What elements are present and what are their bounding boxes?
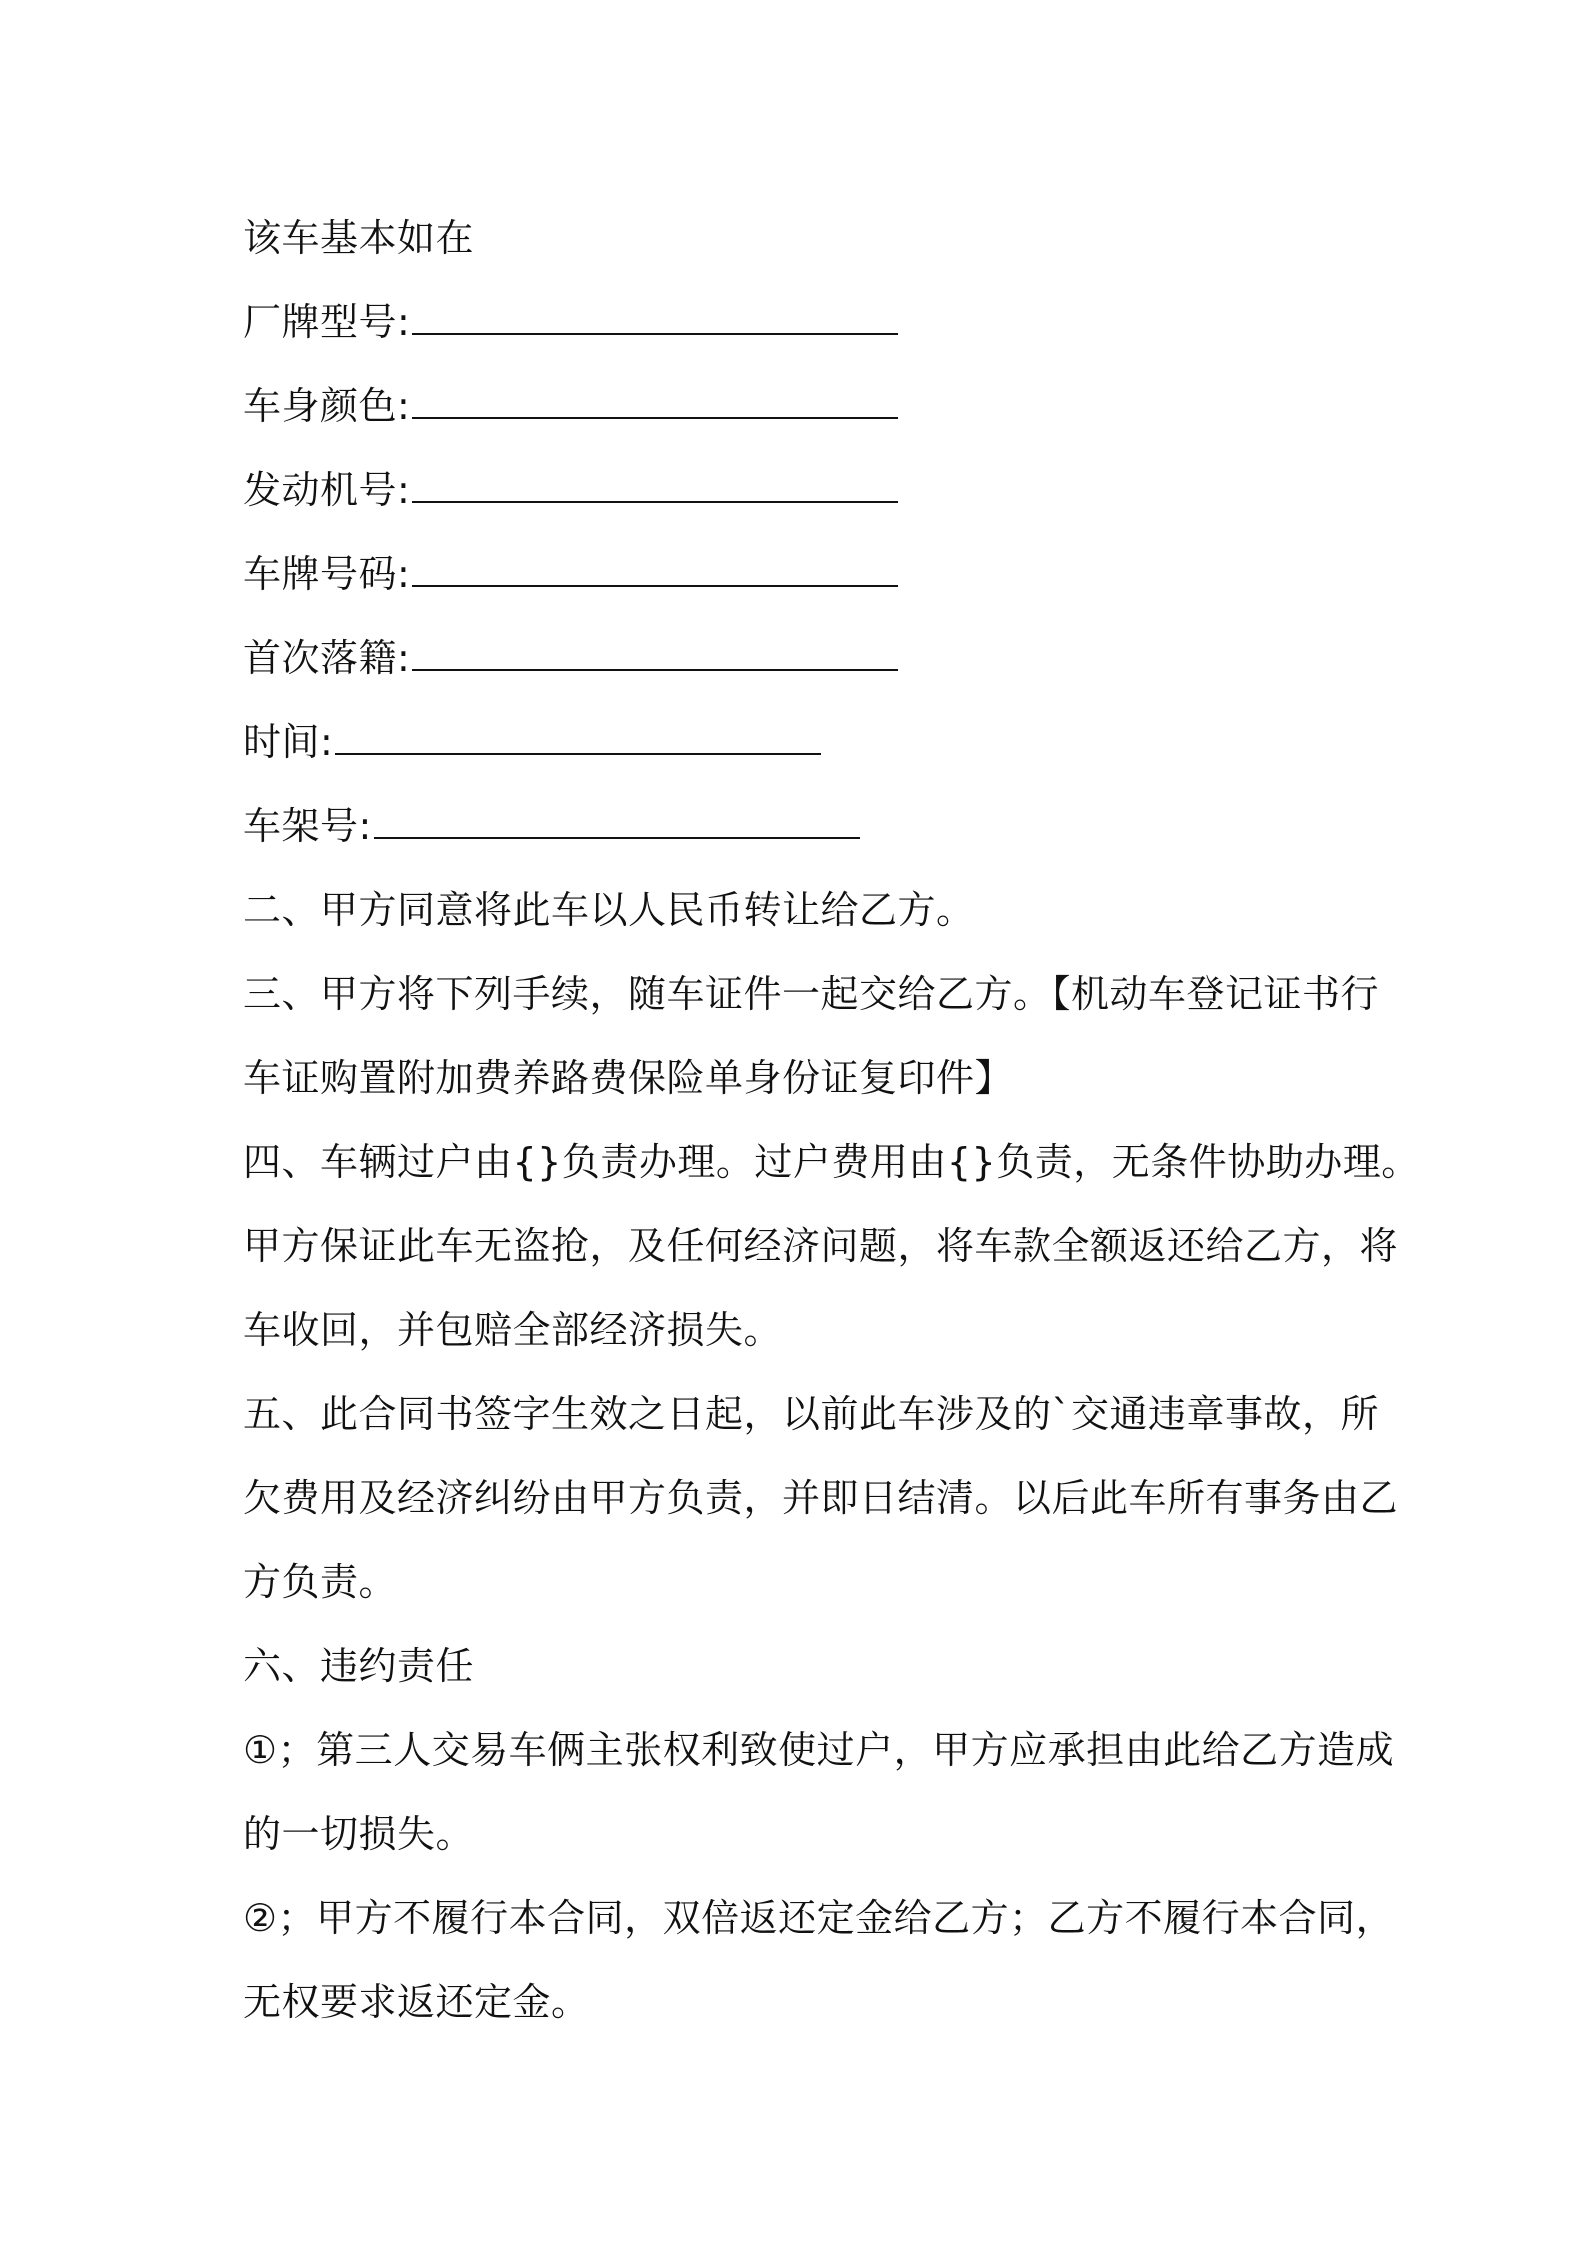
breach-item-1-line-2: 的一切损失。 bbox=[243, 1812, 475, 1856]
clause-five-line-2: 欠费用及经济纠纷由甲方负责，并即日结清。以后此车所有事务由乙 bbox=[243, 1476, 1399, 1520]
clause-four-line-3: 车收回，并包赔全部经济损失。 bbox=[243, 1308, 783, 1352]
field-plate-number bbox=[243, 532, 1363, 616]
breach-item-1-line-1: ①；第三人交易车俩主张权利致使过户，甲方应承担由此给乙方造成 bbox=[243, 1728, 1395, 1772]
field-label: 首次落籍: bbox=[243, 636, 411, 680]
clause-four-line-2: 甲方保证此车无盗抢，及任何经济问题，将车款全额返还给乙方，将 bbox=[243, 1224, 1399, 1268]
clause-three-line-2: 车证购置附加费养路费保险单身份证复印件】 bbox=[243, 1056, 1014, 1100]
field-label: 车身颜色: bbox=[243, 384, 411, 428]
fill-in-blank bbox=[412, 471, 898, 503]
clause-two: 二、甲方同意将此车以人民币转让给乙方。 bbox=[243, 888, 975, 932]
breach-item-2-line-1: ②；甲方不履行本合同，双倍返还定金给乙方；乙方不履行本合同， bbox=[243, 1896, 1395, 1940]
contract-body bbox=[243, 196, 1420, 2044]
field-first-registration bbox=[243, 616, 1363, 700]
field-brand-model bbox=[243, 280, 1363, 364]
breach-item-2-line-2: 无权要求返还定金。 bbox=[243, 1980, 590, 2024]
clause-five-line-1: 五、此合同书签字生效之日起，以前此车涉及的`交通违章事故，所 bbox=[243, 1392, 1380, 1436]
field-frame-number bbox=[243, 784, 1363, 868]
clause-five-line-3: 方负责。 bbox=[243, 1560, 398, 1604]
field-body-color bbox=[243, 364, 1363, 448]
fill-in-blank bbox=[412, 303, 898, 335]
field-label: 时间: bbox=[243, 720, 334, 764]
clause-three-line-1: 三、甲方将下列手续，随车证件一起交给乙方。【机动车登记证书行 bbox=[243, 972, 1380, 1016]
fill-in-blank bbox=[412, 387, 898, 419]
field-engine-number bbox=[243, 448, 1363, 532]
clause-six-heading: 六、违约责任 bbox=[243, 1644, 475, 1688]
field-label: 发动机号: bbox=[243, 468, 411, 512]
fill-in-blank bbox=[374, 807, 860, 839]
fill-in-blank bbox=[335, 723, 821, 755]
clause-four-line-1: 四、车辆过户由{}负责办理。过户费用由{}负责，无条件协助办理。 bbox=[243, 1140, 1420, 1184]
section-heading: 该车基本如在 bbox=[243, 216, 475, 260]
field-time bbox=[243, 700, 1363, 784]
fill-in-blank bbox=[412, 555, 898, 587]
field-label: 车牌号码: bbox=[243, 552, 411, 596]
field-label: 厂牌型号: bbox=[243, 300, 411, 344]
fill-in-blank bbox=[412, 639, 898, 671]
field-label: 车架号: bbox=[243, 804, 372, 848]
